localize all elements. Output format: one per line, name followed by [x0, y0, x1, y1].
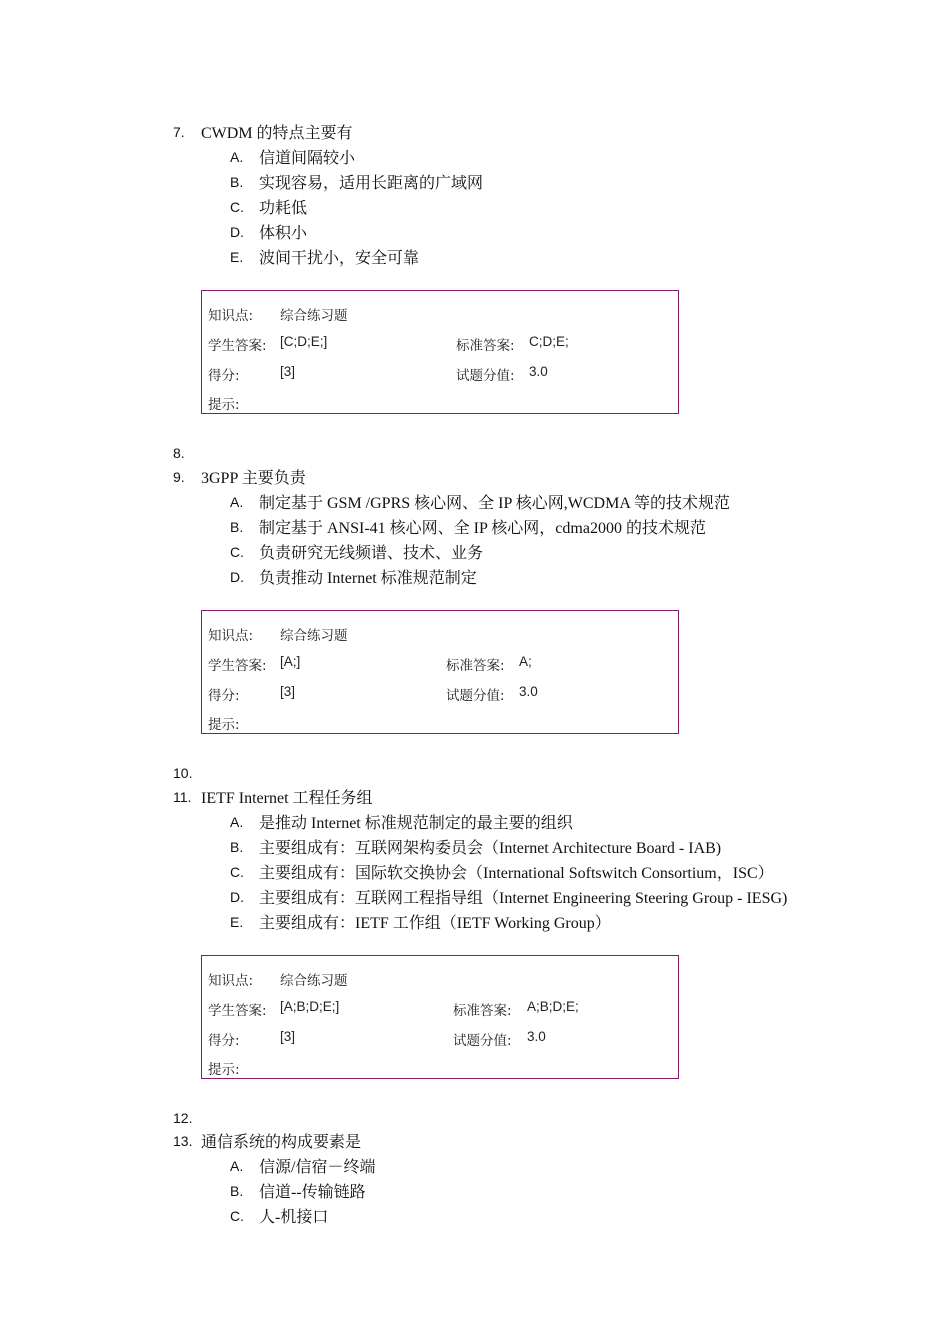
score-label: 得分:	[208, 1033, 240, 1049]
option-text: 人-机接口	[259, 1209, 329, 1226]
question-number-empty: 8.	[173, 445, 185, 461]
option-text: 波间干扰小，安全可靠	[259, 250, 420, 267]
question-text: IETF Internet 工程任务组	[201, 790, 373, 807]
option-letter: A.	[230, 494, 244, 510]
hint-label: 提示:	[208, 397, 240, 413]
answer-box	[201, 610, 679, 734]
option-text: 功耗低	[259, 200, 308, 217]
option-text: 信道间隔较小	[259, 150, 356, 167]
option-letter: A.	[230, 149, 244, 165]
option-text: 是推动 Internet 标准规范制定的最主要的组织	[259, 815, 573, 832]
knowledge-label: 知识点:	[208, 973, 254, 989]
knowledge-label: 知识点:	[208, 308, 254, 324]
knowledge-value: 综合练习题	[280, 308, 348, 324]
option-letter: E.	[230, 249, 244, 265]
option-text: 负责研究无线频谱、技术、业务	[259, 545, 484, 562]
question-text: 通信系统的构成要素是	[201, 1134, 362, 1151]
option-letter: B.	[230, 519, 244, 535]
hint-label: 提示:	[208, 717, 240, 733]
answer-box	[201, 290, 679, 414]
option-letter: B.	[230, 839, 244, 855]
score-label: 得分:	[208, 688, 240, 704]
standard-answer-label: 标准答案:	[453, 1003, 512, 1019]
question-text: CWDM 的特点主要有	[201, 125, 353, 142]
point-value-label: 试题分值:	[446, 688, 505, 704]
option-letter: C.	[230, 544, 244, 560]
option-letter: D.	[230, 569, 244, 585]
standard-answer-value: A;B;D;E;	[527, 999, 579, 1014]
option-letter: C.	[230, 1208, 244, 1224]
question-number: 13.	[173, 1133, 193, 1149]
student-answer-label: 学生答案:	[208, 1003, 267, 1019]
standard-answer-value: C;D;E;	[529, 334, 569, 349]
option-letter: B.	[230, 1183, 244, 1199]
standard-answer-value: A;	[519, 654, 532, 669]
standard-answer-label: 标准答案:	[456, 338, 515, 354]
option-letter: A.	[230, 1158, 244, 1174]
knowledge-label: 知识点:	[208, 628, 254, 644]
option-text: 主要组成有：IETF 工作组（IETF Working Group）	[259, 915, 611, 932]
knowledge-value: 综合练习题	[280, 628, 348, 644]
knowledge-value: 综合练习题	[280, 973, 348, 989]
point-value-label: 试题分值:	[456, 368, 515, 384]
score-value: [3]	[280, 364, 296, 379]
point-value-label: 试题分值:	[453, 1033, 512, 1049]
option-text: 信道--传输链路	[259, 1184, 366, 1201]
answer-box	[201, 955, 679, 1079]
option-letter: B.	[230, 174, 244, 190]
question-number: 7.	[173, 124, 185, 140]
option-text: 信源/信宿－终端	[259, 1159, 376, 1176]
score-label: 得分:	[208, 368, 240, 384]
option-text: 主要组成有：互联网工程指导组（Internet Engineering Steering Group - IESG)	[259, 890, 788, 907]
point-value: 3.0	[529, 364, 548, 379]
score-value: [3]	[280, 684, 296, 699]
student-answer-label: 学生答案:	[208, 658, 267, 674]
option-letter: D.	[230, 889, 244, 905]
option-letter: E.	[230, 914, 244, 930]
score-value: [3]	[280, 1029, 296, 1044]
student-answer-value: [C;D;E;]	[280, 334, 328, 349]
question-number: 9.	[173, 469, 185, 485]
hint-label: 提示:	[208, 1062, 240, 1078]
student-answer-value: [A;B;D;E;]	[280, 999, 340, 1014]
question-number: 11.	[173, 789, 192, 805]
standard-answer-label: 标准答案:	[446, 658, 505, 674]
question-number-empty: 12.	[173, 1110, 193, 1126]
option-letter: A.	[230, 814, 244, 830]
question-number-empty: 10.	[173, 765, 193, 781]
question-text: 3GPP 主要负责	[201, 470, 306, 487]
option-letter: C.	[230, 199, 244, 215]
student-answer-label: 学生答案:	[208, 338, 267, 354]
option-text: 主要组成有：国际软交换协会（International Softswitch Consortium，ISC）	[259, 865, 774, 882]
point-value: 3.0	[527, 1029, 546, 1044]
option-text: 主要组成有：互联网架构委员会（Internet Architecture Board - IAB)	[259, 840, 722, 857]
point-value: 3.0	[519, 684, 538, 699]
option-text: 实现容易，适用长距离的广域网	[259, 175, 484, 192]
student-answer-value: [A;]	[280, 654, 301, 669]
option-text: 体积小	[259, 225, 308, 242]
option-text: 制定基于 GSM /GPRS 核心网、全 IP 核心网,WCDMA 等的技术规范	[259, 495, 731, 512]
option-text: 负责推动 Internet 标准规范制定	[259, 570, 477, 587]
option-letter: C.	[230, 864, 244, 880]
option-letter: D.	[230, 224, 244, 240]
option-text: 制定基于 ANSI-41 核心网、全 IP 核心网，cdma2000 的技术规范	[259, 520, 706, 537]
